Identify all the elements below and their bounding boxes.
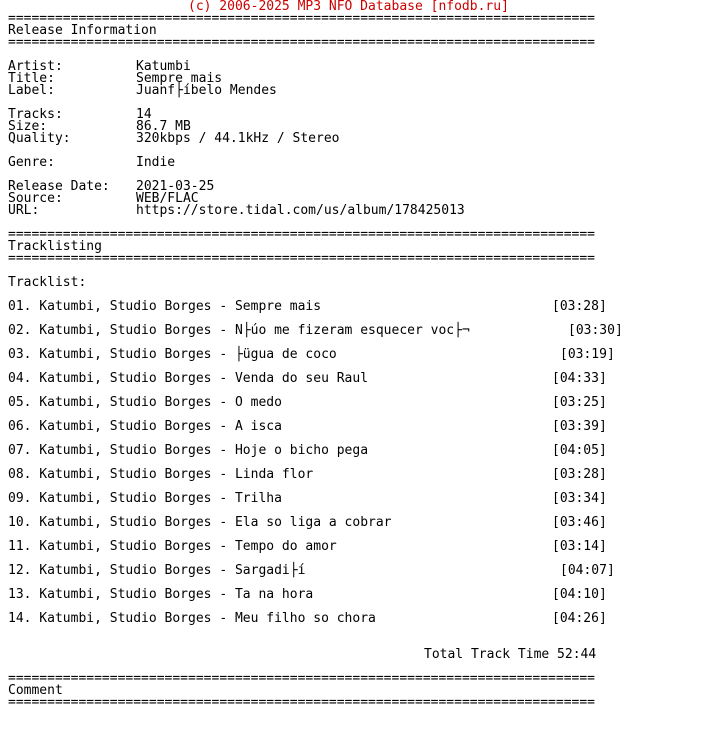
source-value: WEB/FLAC [136,191,199,206]
track-duration: [03:46] [552,515,607,530]
separator-line: =========================================================================== [8,11,595,26]
track-duration: [04:07] [560,563,615,578]
site-header: (c) 2006-2025 MP3 NFO Database [nfodb.ru] [188,0,509,14]
genre-label: Genre: [8,155,55,170]
track-duration: [04:10] [552,587,607,602]
track-duration: [03:28] [552,467,607,482]
track-title: 12. Katumbi, Studio Borges - Sargadi├í [8,563,306,578]
genre-value: Indie [136,155,176,170]
track-title: 13. Katumbi, Studio Borges - Ta na hora [8,587,314,602]
total-track-time: Total Track Time 52:44 [424,647,597,662]
track-title: 07. Katumbi, Studio Borges - Hoje o bicho pega [8,443,369,458]
record-label-value: Juanf├íbelo Mendes [136,83,277,98]
url-value: https://store.tidal.com/us/album/178425013 [136,203,465,218]
section-title-tracklisting: Tracklisting [8,239,102,254]
tracks-label: Tracks: [8,107,63,122]
track-title: 11. Katumbi, Studio Borges - Tempo do amor [8,539,337,554]
track-title: 14. Katumbi, Studio Borges - Meu filho so chora [8,611,376,626]
quality-label: Quality: [8,131,71,146]
url-label: URL: [8,203,40,218]
track-title: 03. Katumbi, Studio Borges - ├ügua de coco [8,347,337,362]
artist-label: Artist: [8,59,63,74]
track-duration: [03:28] [552,299,607,314]
track-duration: [03:25] [552,395,607,410]
track-duration: [04:26] [552,611,607,626]
track-duration: [04:05] [552,443,607,458]
track-title: 06. Katumbi, Studio Borges - A isca [8,419,282,434]
tracklist-label: Tracklist: [8,275,87,290]
separator-line: =========================================================================== [8,251,595,266]
track-duration: [03:19] [560,347,615,362]
record-label-label: Label: [8,83,55,98]
section-title-comment: Comment [8,683,63,698]
track-title: 09. Katumbi, Studio Borges - Trilha [8,491,282,506]
quality-value: 320kbps / 44.1kHz / Stereo [136,131,340,146]
separator-line: =========================================================================== [8,695,595,710]
size-value: 86.7 MB [136,119,191,134]
track-title: 04. Katumbi, Studio Borges - Venda do seu Raul [8,371,369,386]
track-title: 08. Katumbi, Studio Borges - Linda flor [8,467,314,482]
track-title: 05. Katumbi, Studio Borges - O medo [8,395,282,410]
separator-line: =========================================================================== [8,671,595,686]
track-duration: [03:14] [552,539,607,554]
release-date-value: 2021-03-25 [136,179,215,194]
tracks-value: 14 [136,107,152,122]
title-value: Sempre mais [136,71,223,86]
track-title: 02. Katumbi, Studio Borges - N├úo me fizeram esquecer voc├¬ [8,323,470,338]
track-duration: [04:33] [552,371,607,386]
title-label: Title: [8,71,55,86]
size-label: Size: [8,119,48,134]
separator-line: =========================================================================== [8,35,595,50]
track-title: 10. Katumbi, Studio Borges - Ela so liga a cobrar [8,515,392,530]
section-title-release-info: Release Information [8,23,157,38]
separator-line: =========================================================================== [8,227,595,242]
track-duration: [03:34] [552,491,607,506]
track-duration: [03:39] [552,419,607,434]
track-title: 01. Katumbi, Studio Borges - Sempre mais [8,299,322,314]
source-label: Source: [8,191,63,206]
artist-value: Katumbi [136,59,191,74]
track-duration: [03:30] [568,323,623,338]
release-date-label: Release Date: [8,179,110,194]
